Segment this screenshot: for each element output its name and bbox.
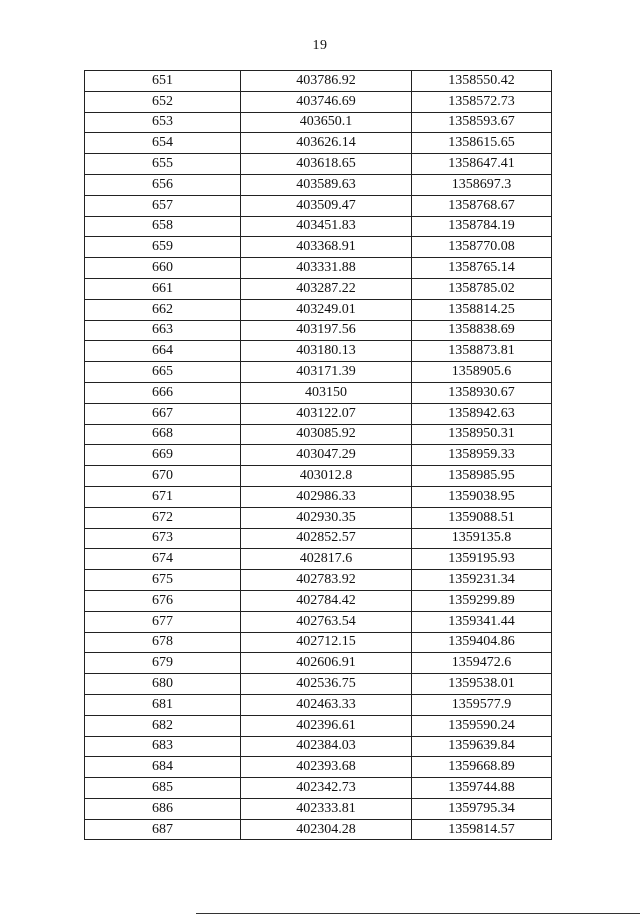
x-coordinate-cell: 403618.65 xyxy=(241,154,412,175)
table-row xyxy=(85,549,552,570)
x-coordinate-cell: 402817.6 xyxy=(241,549,412,570)
point-number-cell: 673 xyxy=(85,528,241,549)
y-coordinate-cell: 1359639.84 xyxy=(412,736,552,757)
y-coordinate-cell: 1358838.69 xyxy=(412,320,552,341)
x-coordinate-cell: 402396.61 xyxy=(241,715,412,736)
table-row xyxy=(85,715,552,736)
x-coordinate-cell: 402304.28 xyxy=(241,819,412,840)
y-coordinate-cell: 1358950.31 xyxy=(412,424,552,445)
point-number-cell: 654 xyxy=(85,133,241,154)
y-coordinate-cell: 1359538.01 xyxy=(412,674,552,695)
point-number-cell: 685 xyxy=(85,778,241,799)
table-row xyxy=(85,445,552,466)
point-number-cell: 661 xyxy=(85,278,241,299)
table-row xyxy=(85,486,552,507)
x-coordinate-cell: 402384.03 xyxy=(241,736,412,757)
x-coordinate-cell: 403786.92 xyxy=(241,71,412,92)
y-coordinate-cell: 1359195.93 xyxy=(412,549,552,570)
x-coordinate-cell: 402783.92 xyxy=(241,570,412,591)
y-coordinate-cell: 1359404.86 xyxy=(412,632,552,653)
x-coordinate-cell: 403047.29 xyxy=(241,445,412,466)
page-edge-line xyxy=(196,913,640,914)
point-number-cell: 656 xyxy=(85,174,241,195)
table-row xyxy=(85,237,552,258)
y-coordinate-cell: 1359341.44 xyxy=(412,611,552,632)
y-coordinate-cell: 1359088.51 xyxy=(412,507,552,528)
y-coordinate-cell: 1358785.02 xyxy=(412,278,552,299)
point-number-cell: 663 xyxy=(85,320,241,341)
table-row xyxy=(85,341,552,362)
x-coordinate-cell: 402333.81 xyxy=(241,798,412,819)
y-coordinate-cell: 1359577.9 xyxy=(412,694,552,715)
y-coordinate-cell: 1359814.57 xyxy=(412,819,552,840)
table-row xyxy=(85,91,552,112)
point-number-cell: 660 xyxy=(85,258,241,279)
y-coordinate-cell: 1359135.8 xyxy=(412,528,552,549)
point-number-cell: 651 xyxy=(85,71,241,92)
table-row xyxy=(85,798,552,819)
y-coordinate-cell: 1359744.88 xyxy=(412,778,552,799)
table-row xyxy=(85,653,552,674)
y-coordinate-cell: 1358770.08 xyxy=(412,237,552,258)
x-coordinate-cell: 403451.83 xyxy=(241,216,412,237)
x-coordinate-cell: 402393.68 xyxy=(241,757,412,778)
table-row xyxy=(85,258,552,279)
point-number-cell: 659 xyxy=(85,237,241,258)
x-coordinate-cell: 402342.73 xyxy=(241,778,412,799)
table-row xyxy=(85,611,552,632)
table-row xyxy=(85,278,552,299)
table-row xyxy=(85,362,552,383)
table-row xyxy=(85,736,552,757)
point-number-cell: 684 xyxy=(85,757,241,778)
table-row xyxy=(85,632,552,653)
x-coordinate-cell: 402606.91 xyxy=(241,653,412,674)
point-number-cell: 666 xyxy=(85,382,241,403)
table-row xyxy=(85,819,552,840)
table-row xyxy=(85,694,552,715)
y-coordinate-cell: 1358697.3 xyxy=(412,174,552,195)
y-coordinate-cell: 1359472.6 xyxy=(412,653,552,674)
point-number-cell: 680 xyxy=(85,674,241,695)
x-coordinate-cell: 403368.91 xyxy=(241,237,412,258)
y-coordinate-cell: 1359590.24 xyxy=(412,715,552,736)
point-number-cell: 676 xyxy=(85,590,241,611)
x-coordinate-cell: 402536.75 xyxy=(241,674,412,695)
x-coordinate-cell: 403180.13 xyxy=(241,341,412,362)
point-number-cell: 657 xyxy=(85,195,241,216)
x-coordinate-cell: 403122.07 xyxy=(241,403,412,424)
x-coordinate-cell: 402463.33 xyxy=(241,694,412,715)
page-number: 19 xyxy=(312,38,328,53)
x-coordinate-cell: 403589.63 xyxy=(241,174,412,195)
point-number-cell: 655 xyxy=(85,154,241,175)
point-number-cell: 674 xyxy=(85,549,241,570)
table-row xyxy=(85,757,552,778)
x-coordinate-cell: 402784.42 xyxy=(241,590,412,611)
point-number-cell: 658 xyxy=(85,216,241,237)
point-number-cell: 677 xyxy=(85,611,241,632)
table-row xyxy=(85,528,552,549)
point-number-cell: 678 xyxy=(85,632,241,653)
y-coordinate-cell: 1358985.95 xyxy=(412,466,552,487)
point-number-cell: 681 xyxy=(85,694,241,715)
x-coordinate-cell: 403171.39 xyxy=(241,362,412,383)
y-coordinate-cell: 1358647.41 xyxy=(412,154,552,175)
point-number-cell: 652 xyxy=(85,91,241,112)
y-coordinate-cell: 1359038.95 xyxy=(412,486,552,507)
point-number-cell: 675 xyxy=(85,570,241,591)
y-coordinate-cell: 1358959.33 xyxy=(412,445,552,466)
point-number-cell: 682 xyxy=(85,715,241,736)
coordinates-table xyxy=(84,70,552,840)
x-coordinate-cell: 402712.15 xyxy=(241,632,412,653)
table-row xyxy=(85,382,552,403)
point-number-cell: 653 xyxy=(85,112,241,133)
x-coordinate-cell: 403150 xyxy=(241,382,412,403)
y-coordinate-cell: 1358930.67 xyxy=(412,382,552,403)
y-coordinate-cell: 1359231.34 xyxy=(412,570,552,591)
point-number-cell: 667 xyxy=(85,403,241,424)
y-coordinate-cell: 1358905.6 xyxy=(412,362,552,383)
y-coordinate-cell: 1359795.34 xyxy=(412,798,552,819)
table-row xyxy=(85,154,552,175)
y-coordinate-cell: 1358784.19 xyxy=(412,216,552,237)
point-number-cell: 672 xyxy=(85,507,241,528)
x-coordinate-cell: 403012.8 xyxy=(241,466,412,487)
point-number-cell: 664 xyxy=(85,341,241,362)
table-row xyxy=(85,71,552,92)
y-coordinate-cell: 1358814.25 xyxy=(412,299,552,320)
x-coordinate-cell: 403085.92 xyxy=(241,424,412,445)
y-coordinate-cell: 1358572.73 xyxy=(412,91,552,112)
point-number-cell: 668 xyxy=(85,424,241,445)
point-number-cell: 671 xyxy=(85,486,241,507)
point-number-cell: 665 xyxy=(85,362,241,383)
point-number-cell: 669 xyxy=(85,445,241,466)
y-coordinate-cell: 1358768.67 xyxy=(412,195,552,216)
y-coordinate-cell: 1358615.65 xyxy=(412,133,552,154)
table-row xyxy=(85,674,552,695)
table-row xyxy=(85,570,552,591)
table-row xyxy=(85,112,552,133)
x-coordinate-cell: 403197.56 xyxy=(241,320,412,341)
point-number-cell: 683 xyxy=(85,736,241,757)
point-number-cell: 686 xyxy=(85,798,241,819)
y-coordinate-cell: 1359299.89 xyxy=(412,590,552,611)
table-row xyxy=(85,195,552,216)
y-coordinate-cell: 1358873.81 xyxy=(412,341,552,362)
table-row xyxy=(85,424,552,445)
x-coordinate-cell: 402986.33 xyxy=(241,486,412,507)
x-coordinate-cell: 403331.88 xyxy=(241,258,412,279)
table-row xyxy=(85,403,552,424)
coordinates-table-body xyxy=(85,71,552,840)
point-number-cell: 662 xyxy=(85,299,241,320)
y-coordinate-cell: 1359668.89 xyxy=(412,757,552,778)
table-row xyxy=(85,507,552,528)
y-coordinate-cell: 1358593.67 xyxy=(412,112,552,133)
table-row xyxy=(85,133,552,154)
table-row xyxy=(85,778,552,799)
point-number-cell: 670 xyxy=(85,466,241,487)
table-row xyxy=(85,590,552,611)
y-coordinate-cell: 1358550.42 xyxy=(412,71,552,92)
table-row xyxy=(85,320,552,341)
point-number-cell: 687 xyxy=(85,819,241,840)
table-row xyxy=(85,466,552,487)
x-coordinate-cell: 403746.69 xyxy=(241,91,412,112)
x-coordinate-cell: 403287.22 xyxy=(241,278,412,299)
x-coordinate-cell: 402852.57 xyxy=(241,528,412,549)
x-coordinate-cell: 403509.47 xyxy=(241,195,412,216)
x-coordinate-cell: 402930.35 xyxy=(241,507,412,528)
table-row xyxy=(85,299,552,320)
x-coordinate-cell: 403249.01 xyxy=(241,299,412,320)
y-coordinate-cell: 1358765.14 xyxy=(412,258,552,279)
y-coordinate-cell: 1358942.63 xyxy=(412,403,552,424)
point-number-cell: 679 xyxy=(85,653,241,674)
x-coordinate-cell: 402763.54 xyxy=(241,611,412,632)
x-coordinate-cell: 403650.1 xyxy=(241,112,412,133)
table-row xyxy=(85,174,552,195)
x-coordinate-cell: 403626.14 xyxy=(241,133,412,154)
table-row xyxy=(85,216,552,237)
